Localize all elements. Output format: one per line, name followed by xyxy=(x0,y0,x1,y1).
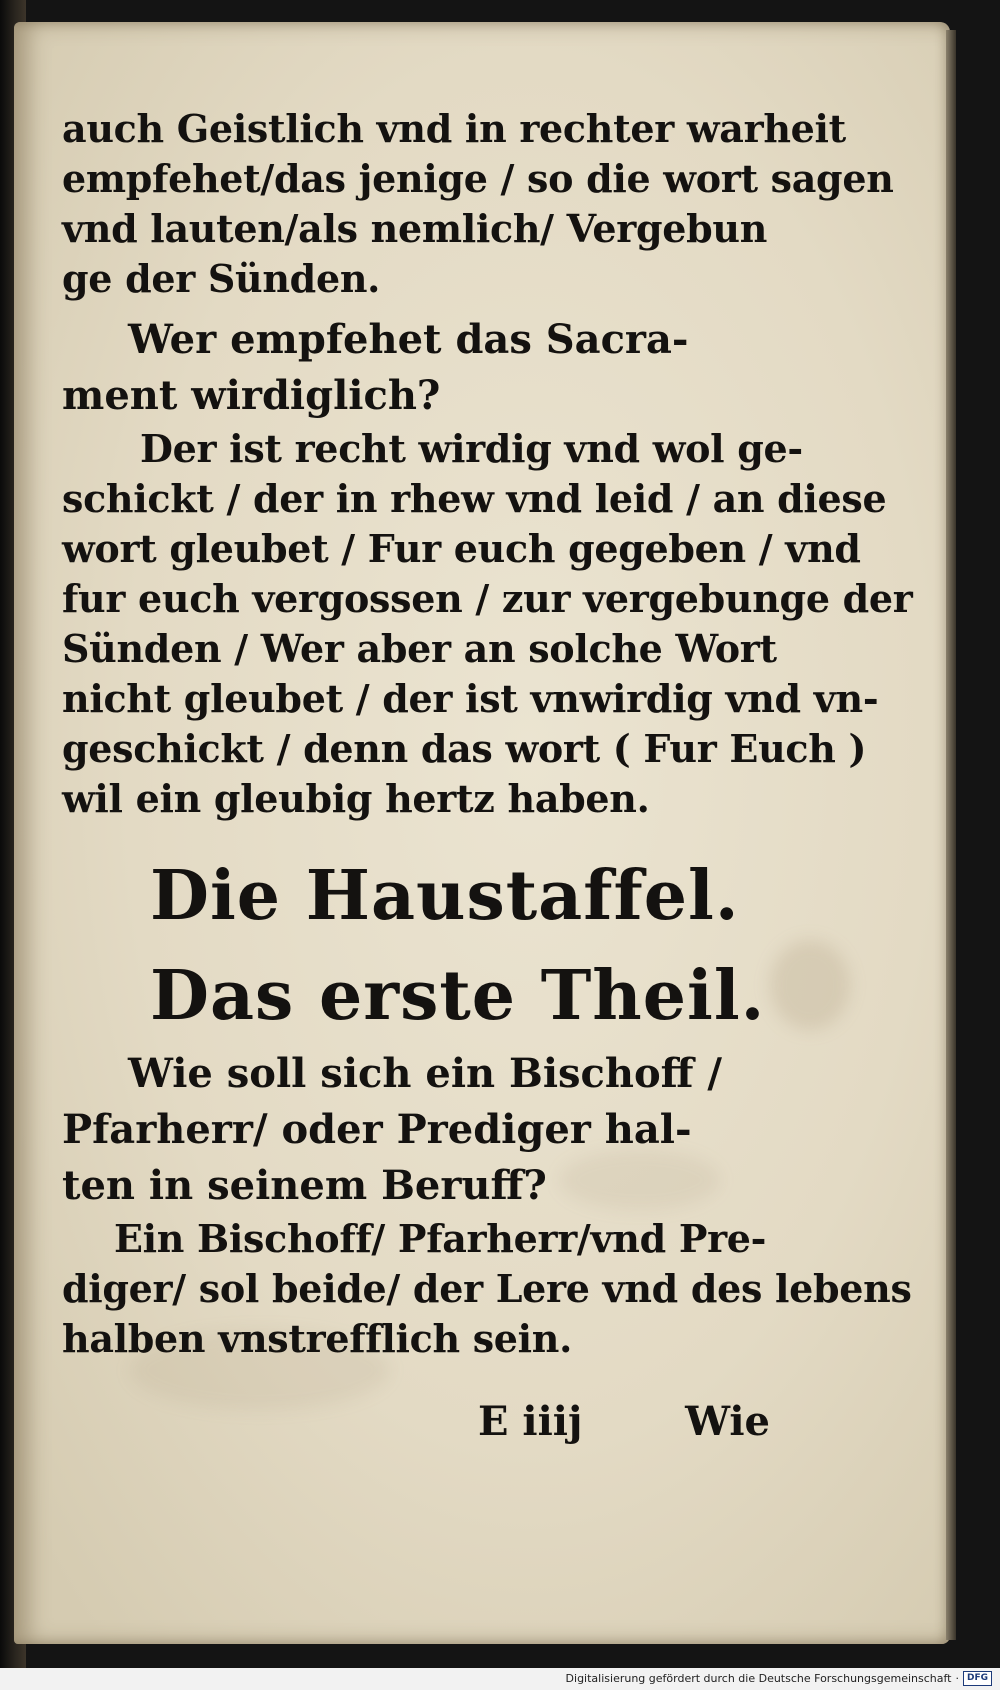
page-footer xyxy=(62,1398,770,1458)
section-heading: Die Haustaffel. xyxy=(150,856,740,936)
answer-line: halben vnstrefflich sein. xyxy=(62,1316,573,1361)
question-line: ten in seinem Beruff? xyxy=(62,1162,547,1209)
question-line: Pfarherr/ oder Prediger hal- xyxy=(62,1106,692,1153)
paper-stain xyxy=(770,940,850,1030)
catchword: Wie xyxy=(685,1398,770,1445)
answer-line: diger/ sol beide/ der Lere vnd des lebens xyxy=(62,1266,912,1311)
credit-text: Digitalisierung gefördert durch die Deutsche Forschungsgemeinschaft xyxy=(565,1672,952,1685)
page-text xyxy=(62,104,913,1364)
answer-line: Der ist recht wirdig vnd wol ge- xyxy=(140,426,803,471)
answer-line: fur euch vergossen / zur vergebunge der xyxy=(62,576,913,621)
answer-line: schickt / der in rhew vnd leid / an diese xyxy=(62,476,887,521)
digitization-credit xyxy=(566,1671,992,1686)
answer-line: Ein Bischoff/ Pfarherr/vnd Pre- xyxy=(114,1216,767,1261)
page-edge xyxy=(946,30,956,1640)
answer-line: geschickt / denn das wort ( Fur Euch ) xyxy=(62,726,867,771)
dfg-logo: DFG xyxy=(963,1671,992,1686)
question-line: Wie soll sich ein Bischoff / xyxy=(128,1050,723,1097)
question-line: Wer empfehet das Sacra- xyxy=(128,316,689,363)
question-line: ment wirdiglich? xyxy=(62,372,441,419)
answer-line: wort gleubet / Fur euch gegeben / vnd xyxy=(62,526,861,571)
text-line: empfehet/das jenige / so die wort sagen xyxy=(62,156,894,201)
credit-separator: · xyxy=(955,1672,959,1685)
text-line: auch Geistlich vnd in rechter warheit xyxy=(62,106,846,151)
text-line: ge der Sünden. xyxy=(62,256,381,301)
signature-mark: E iiij xyxy=(478,1398,583,1445)
answer-line: Sünden / Wer aber an solche Wort xyxy=(62,626,777,671)
text-line: vnd lauten/als nemlich/ Vergebun xyxy=(62,206,768,251)
answer-line: nicht gleubet / der ist vnwirdig vnd vn- xyxy=(62,676,879,721)
answer-line: wil ein gleubig hertz haben. xyxy=(62,776,650,821)
section-subheading: Das erste Theil. xyxy=(150,956,766,1036)
